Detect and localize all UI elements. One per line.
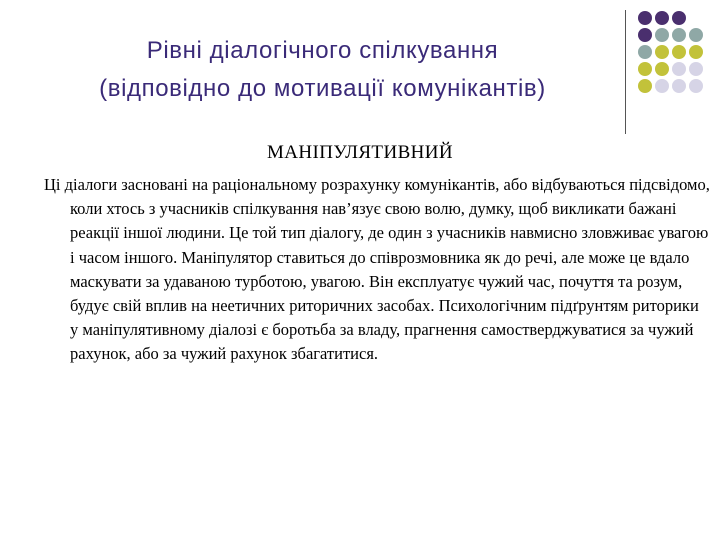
decorative-dot — [655, 28, 669, 42]
decorative-dot — [638, 45, 652, 59]
decorative-dot — [689, 45, 703, 59]
decorative-dot — [638, 11, 652, 25]
decorative-dot — [672, 62, 686, 76]
decorative-dot — [672, 79, 686, 93]
decorative-dot — [672, 11, 686, 25]
decorative-dot — [689, 62, 703, 76]
section-heading: МАНІПУЛЯТИВНИЙ — [266, 142, 454, 163]
decorative-dot — [655, 11, 669, 25]
title-line-2: (відповідно до мотивації комунікантів) — [99, 75, 546, 102]
title-line-1: Рівні діалогічного спілкування — [146, 37, 499, 64]
decorative-dot — [672, 45, 686, 59]
decorative-dot — [638, 62, 652, 76]
slide-title — [20, 32, 625, 108]
vertical-divider — [625, 10, 626, 134]
decorative-dot — [655, 62, 669, 76]
body-paragraph: Ці діалоги засновані на раціональному розрахунку комунікантів, або відбуваються підсвідомо, коли хтось з учасників спілкування нав’язує свою волю, думку, щоб викликати бажані реакції іншої людини. Це той тип діалогу, де один з учасників навмисно зловживає увагою і часом іншого. Маніпулятор ставиться до співрозмовника як до речі, але може це вдало маскувати за удаваною турботою, увагою. Він експлуатує чужий час, почуття та розум, будує свій вплив на неетичних риторичних засобах. Психологічним підґрунтям риторики у маніпулятивному діалозі є боротьба за владу, прагнення самостверджуватися за чужий рахунок, або за чужий рахунок збагатитися. — [44, 175, 710, 364]
decorative-dot — [655, 79, 669, 93]
decorative-dot — [689, 79, 703, 93]
decorative-dot — [655, 45, 669, 59]
decorative-dot — [672, 28, 686, 42]
decorative-dot — [689, 28, 703, 42]
decorative-dot — [638, 28, 652, 42]
decorative-dot — [638, 79, 652, 93]
